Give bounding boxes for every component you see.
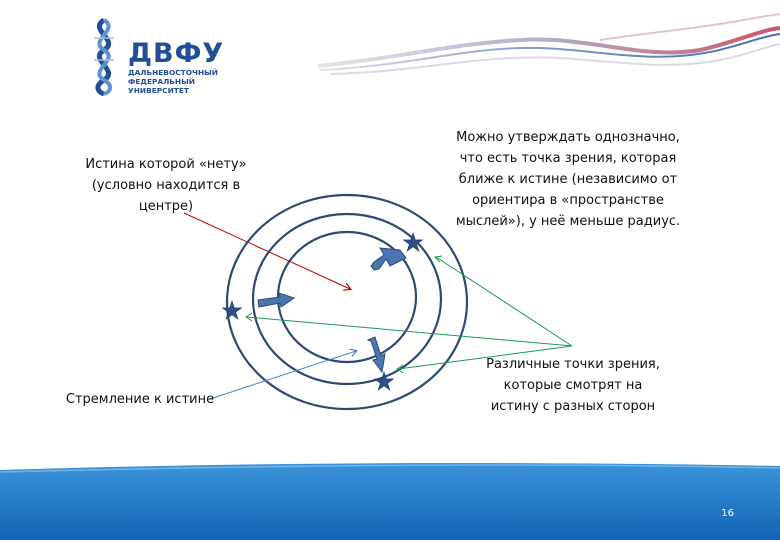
logo-line-3: УНИВЕРСИТЕТ xyxy=(128,86,189,95)
logo-abbreviation: ДВФУ xyxy=(128,38,225,69)
star-left xyxy=(223,301,242,319)
thick-arrow-bottom xyxy=(368,337,385,372)
striving-label: Стремление к истине xyxy=(65,392,215,407)
claim-label-line-4: ориентира в «пространстве xyxy=(472,193,664,208)
claim-label xyxy=(448,127,688,232)
star-upper-right xyxy=(404,233,423,251)
viewpoints-label xyxy=(478,354,668,417)
page-number: 16 xyxy=(721,508,734,519)
truth-pointer-line xyxy=(184,213,350,289)
claim-label-line-2: что есть точка зрения, которая xyxy=(459,151,677,166)
truth-label-line-2: (условно находится в xyxy=(91,178,241,193)
truth-label-line-3: центре) xyxy=(138,199,194,214)
viewpoints-label-line-2: которые смотрят на xyxy=(503,378,643,393)
viewpoints-label-line-3: истину с разных сторон xyxy=(490,399,656,414)
thick-arrow-upper-right xyxy=(371,248,406,270)
truth-label-line-1: Истина которой «нету» xyxy=(85,157,247,172)
logo-line-2: ФЕДЕРАЛЬНЫЙ xyxy=(128,77,195,86)
thick-arrow-left xyxy=(258,293,294,307)
viewpoints-label-line-1: Различные точки зрения, xyxy=(486,357,660,372)
logo-line-1: ДАЛЬНЕВОСТОЧНЫЙ xyxy=(128,68,218,77)
truth-label xyxy=(66,154,266,217)
claim-label-line-5: мыслей»), у неё меньше радиус. xyxy=(455,214,681,229)
claim-label-line-1: Можно утверждать однозначно, xyxy=(456,130,680,145)
claim-label-line-3: ближе к истине (независимо от xyxy=(458,172,678,187)
